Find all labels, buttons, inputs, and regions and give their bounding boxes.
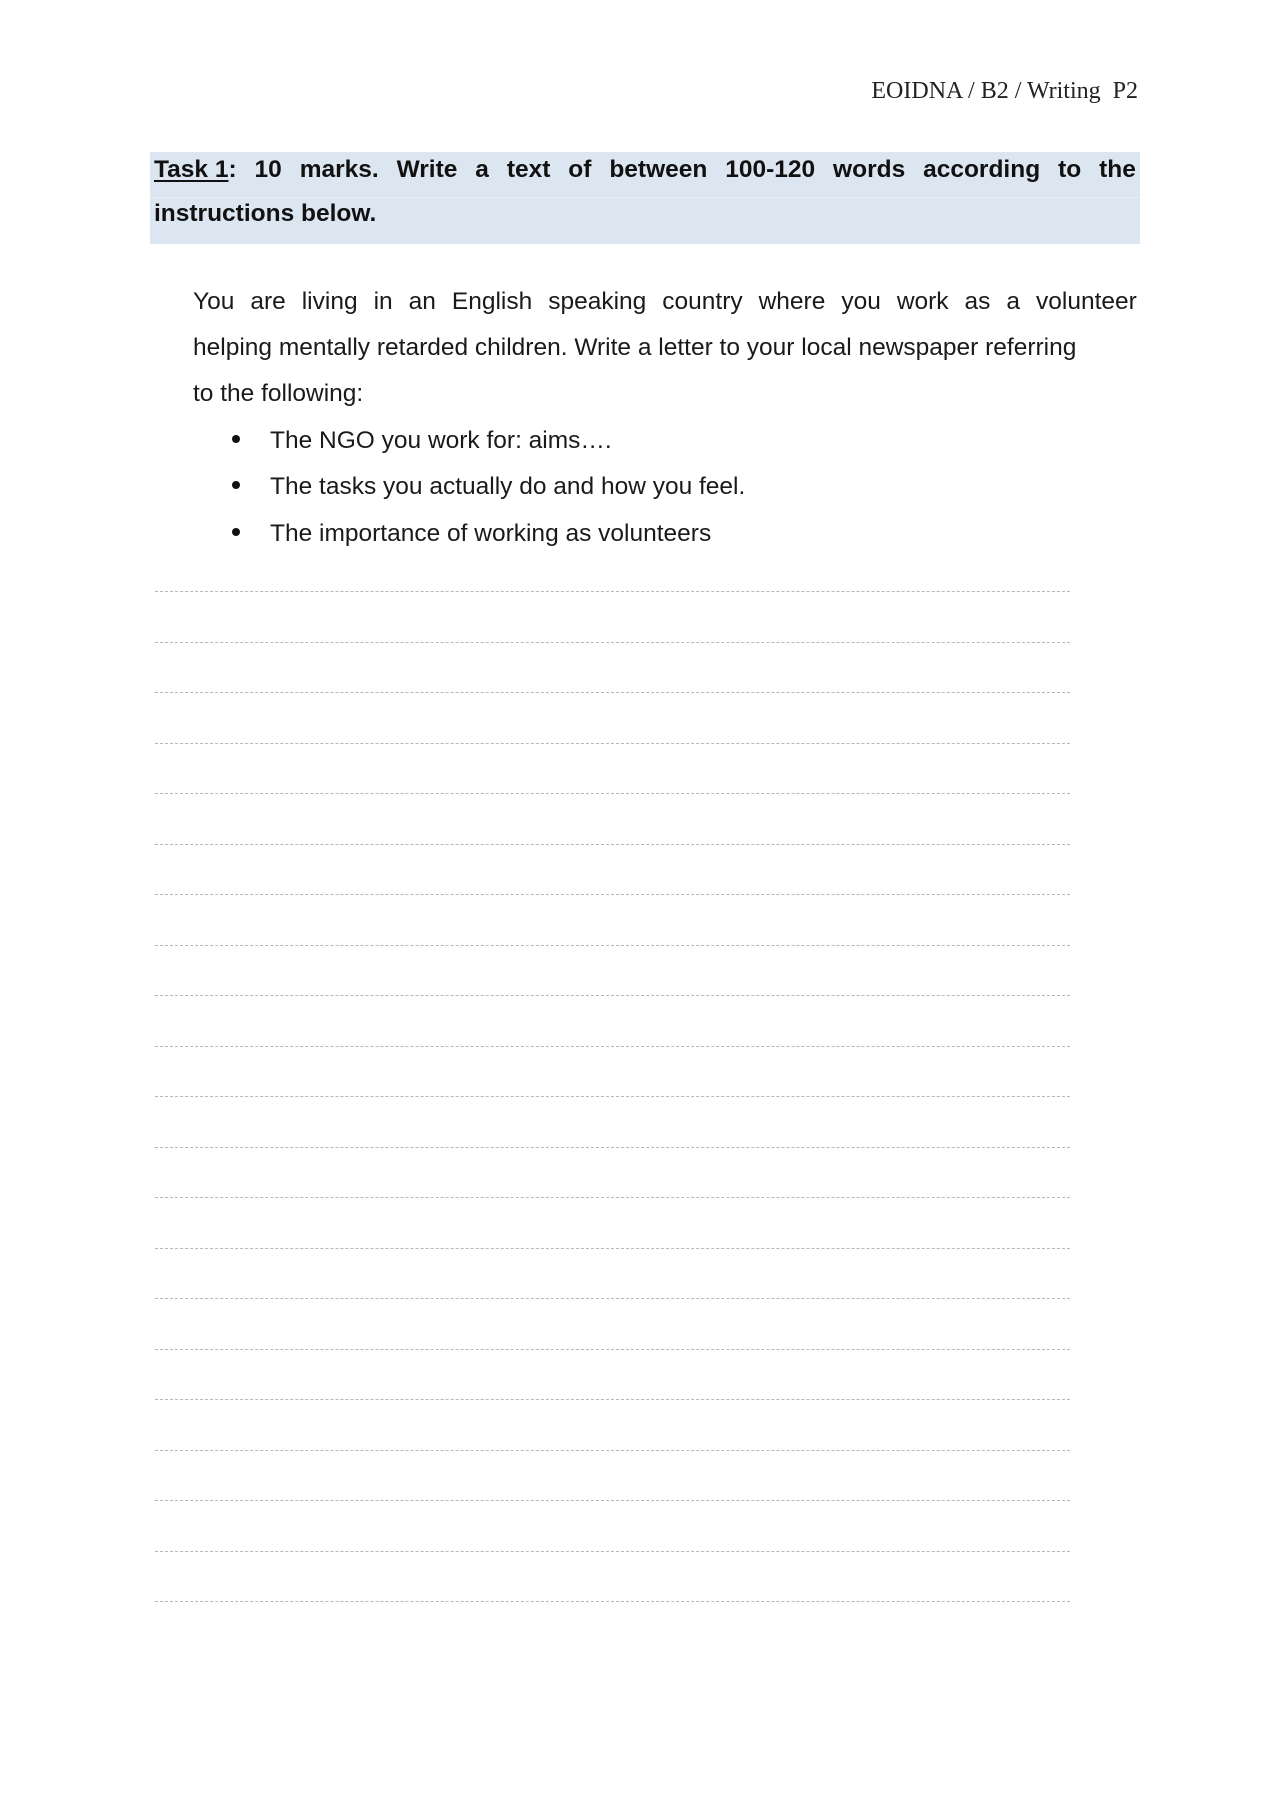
answer-line[interactable] <box>155 894 1070 895</box>
task-word: the <box>1099 156 1136 183</box>
bullet-item-ngo <box>232 427 612 455</box>
task-word: to <box>1058 156 1082 183</box>
prompt-word: volunteer <box>1036 288 1137 315</box>
prompt-word: country <box>662 288 743 315</box>
prompt-line-2: helping mentally retarded children. Write a letter to your local newspaper referring <box>193 334 1077 361</box>
bullet-text: The tasks you actually do and how you feel. <box>270 473 746 500</box>
page-header: EOIDNA / B2 / Writing P2 <box>871 78 1138 104</box>
answer-line[interactable] <box>155 1399 1070 1400</box>
answer-line[interactable] <box>155 1601 1070 1602</box>
task-word: 100-120 <box>725 156 816 183</box>
task-label: Task 1 <box>154 156 229 183</box>
prompt-word: an <box>408 288 436 315</box>
answer-line[interactable] <box>155 1450 1070 1451</box>
prompt-word: where <box>758 288 826 315</box>
task-word: words <box>833 156 906 183</box>
prompt-word: English <box>451 288 533 315</box>
answer-line[interactable] <box>155 642 1070 643</box>
answer-line[interactable] <box>155 1298 1070 1299</box>
prompt-line-3: to the following: <box>193 380 364 407</box>
prompt-word: living <box>301 288 358 315</box>
task-word: Write <box>396 156 458 183</box>
prompt-line-1 <box>193 288 1137 316</box>
task-word: of <box>568 156 592 183</box>
answer-line[interactable] <box>155 743 1070 744</box>
task-label-group <box>154 156 237 184</box>
bullet-icon <box>232 528 240 536</box>
answer-line[interactable] <box>155 692 1070 693</box>
prompt-word: speaking <box>548 288 647 315</box>
answer-line[interactable] <box>155 1096 1070 1097</box>
bullet-icon <box>232 481 240 489</box>
answer-line[interactable] <box>155 1349 1070 1350</box>
task-word: a <box>475 156 489 183</box>
answer-line[interactable] <box>155 1500 1070 1501</box>
answer-line[interactable] <box>155 1197 1070 1198</box>
bullet-item-importance <box>232 520 711 548</box>
answer-line[interactable] <box>155 591 1070 592</box>
bullet-text: The NGO you work for: aims…. <box>270 427 612 454</box>
prompt-word: are <box>250 288 286 315</box>
answer-line[interactable] <box>155 995 1070 996</box>
task-word: between <box>609 156 708 183</box>
bullet-text: The importance of working as volunteers <box>270 520 712 547</box>
task-word: according <box>923 156 1041 183</box>
task-word: text <box>506 156 551 183</box>
answer-line[interactable] <box>155 1551 1070 1552</box>
task-instruction-line-2: instructions below. <box>154 200 377 227</box>
prompt-word: you <box>841 288 881 315</box>
task-label-colon: : <box>228 156 237 183</box>
bullet-item-tasks <box>232 473 745 501</box>
task-instruction-box <box>150 152 1140 244</box>
task-word: 10 <box>254 156 282 183</box>
prompt-word: You <box>193 288 235 315</box>
task-instruction-line-1 <box>154 156 1136 184</box>
prompt-word: as <box>964 288 991 315</box>
answer-line[interactable] <box>155 1248 1070 1249</box>
prompt-word: in <box>373 288 393 315</box>
task-word: marks. <box>299 156 379 183</box>
answer-line[interactable] <box>155 844 1070 845</box>
task-box-divider <box>150 197 1140 198</box>
answer-line[interactable] <box>155 945 1070 946</box>
bullet-icon <box>232 435 240 443</box>
prompt-word: work <box>896 288 949 315</box>
answer-line[interactable] <box>155 1147 1070 1148</box>
answer-line[interactable] <box>155 1046 1070 1047</box>
answer-line[interactable] <box>155 793 1070 794</box>
prompt-word: a <box>1006 288 1021 315</box>
